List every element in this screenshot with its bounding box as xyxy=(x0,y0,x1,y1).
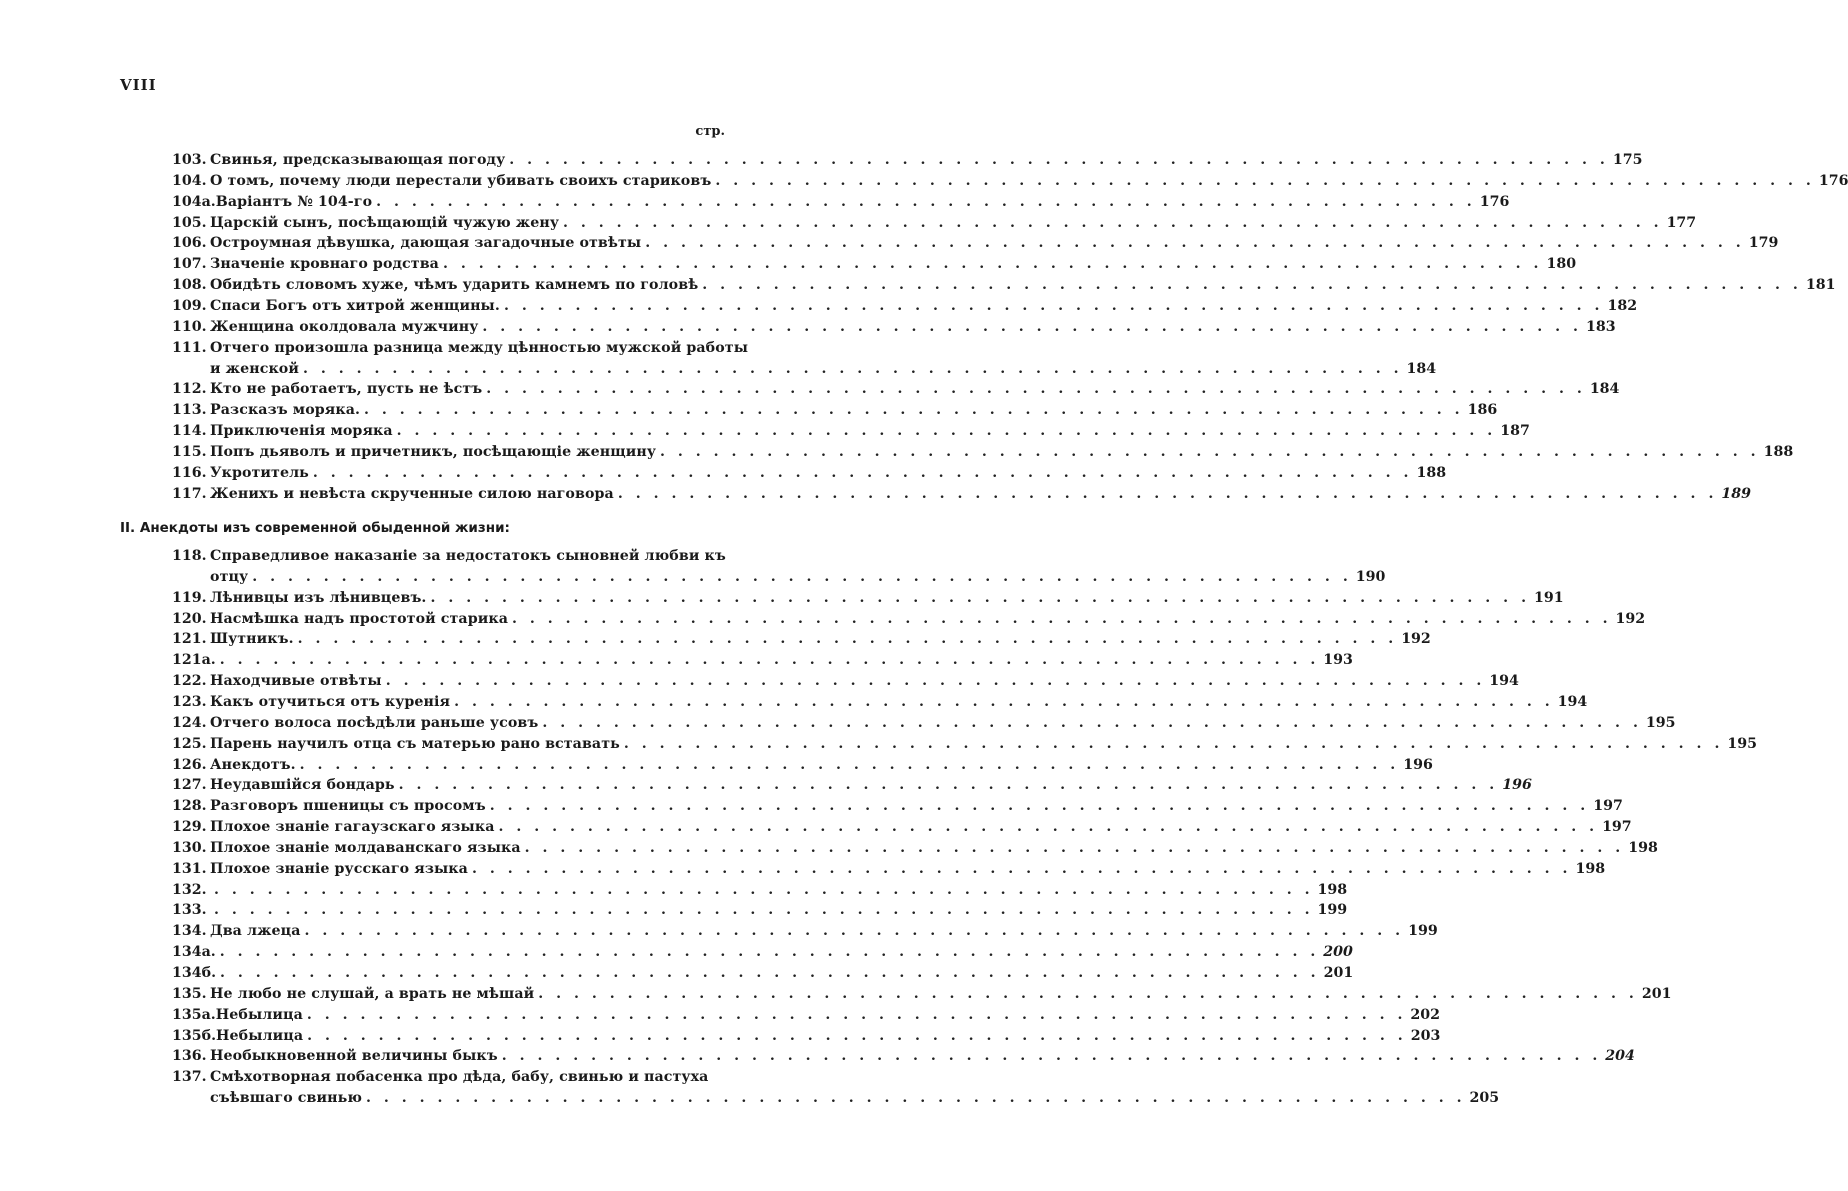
entry-page: 204 xyxy=(1605,1048,1635,1065)
entry-page: 198 xyxy=(1628,839,1658,856)
entry-number: 135. xyxy=(172,985,207,1002)
entry-number: 129. xyxy=(172,819,207,836)
entry-title: Значеніе кровнаго родства xyxy=(210,256,439,273)
entry-title: Какъ отучиться отъ куренія xyxy=(210,693,451,710)
entry-title: Парень научилъ отца съ матерью рано вставать xyxy=(210,735,620,752)
leader-dots xyxy=(502,1047,1602,1065)
toc-entry xyxy=(172,1064,718,1086)
leader-dots xyxy=(214,901,1314,919)
toc-entry xyxy=(172,168,1848,190)
entry-title: Разсказъ моряка. xyxy=(210,402,361,419)
leader-dots xyxy=(220,651,1320,669)
entry-number: 111. xyxy=(172,339,207,356)
entry-title: Шутникъ. xyxy=(210,631,294,648)
toc-entry xyxy=(172,585,1564,607)
toc-entry xyxy=(172,147,1643,169)
entry-title: Варіантъ № 104-го xyxy=(215,193,373,210)
leader-dots xyxy=(364,401,1464,419)
toc-entry xyxy=(172,981,1672,1003)
entry-page: 188 xyxy=(1763,443,1794,460)
toc-entry xyxy=(172,835,1658,857)
leader-dots xyxy=(509,151,1609,169)
entry-title: Неудавшійся бондарь xyxy=(210,777,395,794)
entry-title: Плохое знаніе русскаго языка xyxy=(210,860,468,877)
entry-page: 186 xyxy=(1467,402,1498,419)
entry-page: 205 xyxy=(1469,1090,1500,1107)
leader-dots xyxy=(645,234,1745,252)
entry-title: Лѣнивцы изъ лѣнивцевъ. xyxy=(210,589,427,606)
toc-entry xyxy=(172,189,1510,211)
leader-dots xyxy=(430,589,1530,607)
entry-number: 106. xyxy=(172,235,207,252)
entry-title: Спаси Богъ отъ хитрой женщины. xyxy=(210,297,500,314)
toc-entry xyxy=(172,710,1676,732)
entry-page: 201 xyxy=(1323,965,1354,981)
entry-page: 202 xyxy=(1410,1006,1441,1023)
entry-page: 191 xyxy=(1534,589,1564,606)
entry-title: Попъ дьяволъ и причетникъ, посѣщающіе женщину xyxy=(210,443,657,460)
leader-dots xyxy=(300,756,1400,774)
toc-entry xyxy=(172,251,1577,273)
entry-number: 122. xyxy=(172,673,207,690)
entry-page: 197 xyxy=(1593,798,1623,815)
leader-dots xyxy=(386,672,1486,690)
entry-number: 121. xyxy=(172,631,207,648)
leader-dots xyxy=(538,985,1638,1003)
entry-title: Насмѣшка надъ простотой старика xyxy=(210,610,508,627)
leader-dots xyxy=(399,776,1499,794)
leader-dots xyxy=(214,881,1314,899)
leader-dots xyxy=(443,255,1543,273)
entry-page: 196 xyxy=(1502,777,1532,794)
entry-page: 199 xyxy=(1317,902,1348,919)
entry-page: 182 xyxy=(1607,297,1638,314)
entry-page: 201 xyxy=(1641,985,1672,1002)
entry-title: Небылица xyxy=(215,1006,303,1023)
entry-number: 119. xyxy=(172,589,207,606)
entry-number: 123. xyxy=(172,693,207,710)
entry-page: 183 xyxy=(1585,318,1616,335)
toc-entry xyxy=(172,335,749,357)
entry-page: 198 xyxy=(1317,881,1348,898)
leader-dots xyxy=(702,276,1802,294)
toc-entry xyxy=(172,314,1616,336)
entry-number: 104. xyxy=(172,172,207,189)
entry-page: 196 xyxy=(1403,756,1433,773)
leader-dots xyxy=(618,485,1718,503)
entry-title-continuation: и женской xyxy=(210,360,299,377)
entry-number: 114. xyxy=(172,423,207,440)
toc-entry xyxy=(172,210,1697,232)
toc-entry xyxy=(172,752,1433,774)
entry-page: 199 xyxy=(1408,923,1438,940)
leader-dots xyxy=(660,443,1760,461)
entry-page: 194 xyxy=(1489,673,1519,690)
entry-page: 180 xyxy=(1546,256,1577,273)
toc-entry xyxy=(172,293,1638,315)
leader-dots xyxy=(512,610,1612,628)
toc-entry xyxy=(172,1002,1441,1024)
toc-entry xyxy=(172,960,1354,982)
toc-entry xyxy=(172,856,1606,878)
entry-number: 127. xyxy=(172,777,207,794)
entry-number: 125. xyxy=(172,735,207,752)
entry-page: 195 xyxy=(1645,714,1676,731)
entry-number: 134. xyxy=(172,923,207,940)
entry-number: 112. xyxy=(172,381,207,398)
toc-entry xyxy=(172,418,1530,440)
entry-number: 134б. xyxy=(172,965,217,981)
entry-number: 137. xyxy=(172,1069,207,1086)
entry-title: Небылица xyxy=(216,1027,304,1044)
entry-page: 176 xyxy=(1818,172,1848,189)
entry-page: 192 xyxy=(1615,610,1646,627)
entry-number: 103. xyxy=(172,152,207,168)
entry-number: 121а. xyxy=(172,652,216,669)
entry-number: 113. xyxy=(172,402,207,419)
entry-page: 188 xyxy=(1416,464,1447,481)
toc-entry-continuation xyxy=(210,1085,1500,1107)
entry-title: Смѣхотворная побасенка про дѣда, бабу, свинью и пастуха xyxy=(210,1069,709,1086)
leader-dots xyxy=(542,714,1642,732)
entry-title: Свинья, предсказывающая погоду xyxy=(210,152,506,168)
entry-title: Анекдотъ. xyxy=(210,756,296,773)
entry-number: 105. xyxy=(172,214,207,231)
entry-number: 133. xyxy=(172,902,207,919)
leader-dots xyxy=(313,464,1413,482)
entry-number: 136. xyxy=(172,1048,207,1065)
entry-number: 130. xyxy=(172,839,207,856)
toc-entry-continuation xyxy=(210,564,1386,586)
entry-title: Женщина околдовала мужчину xyxy=(210,318,479,335)
entry-number: 135б. xyxy=(172,1027,217,1044)
leader-dots xyxy=(298,630,1398,648)
entry-page: 187 xyxy=(1500,423,1530,440)
toc-entry xyxy=(172,877,1348,899)
leader-dots xyxy=(307,1006,1407,1024)
leader-dots xyxy=(525,839,1625,857)
entry-title: Необыкновенной величины быкъ xyxy=(210,1048,498,1065)
toc-entry xyxy=(172,626,1431,648)
entry-page: 184 xyxy=(1589,381,1620,398)
toc-entry xyxy=(172,397,1498,419)
entry-title: Отчего волоса посѣдѣли раньше усовъ xyxy=(210,714,539,731)
leader-dots xyxy=(499,818,1599,836)
entry-page: 177 xyxy=(1666,214,1697,231)
leader-dots xyxy=(397,422,1497,440)
entry-page: 194 xyxy=(1557,693,1588,710)
entry-number: 110. xyxy=(172,318,207,335)
entry-page: 175 xyxy=(1612,152,1643,168)
leader-dots xyxy=(305,922,1405,940)
entry-page: 189 xyxy=(1721,485,1752,502)
entry-number: 126. xyxy=(172,756,207,773)
entry-title: Царскій сынъ, посѣщающій чужую жену xyxy=(210,214,560,231)
toc-entry xyxy=(172,814,1632,836)
entry-number: 108. xyxy=(172,277,207,294)
entry-title: Укротитель xyxy=(210,464,309,481)
entry-title-continuation: съѣвшаго свинью xyxy=(210,1090,362,1107)
toc-entry xyxy=(172,439,1794,461)
entry-number: 109. xyxy=(172,297,207,314)
leader-dots xyxy=(252,568,1352,586)
section-heading: II. Анекдоты изъ современной обыденной жизни: xyxy=(120,520,510,536)
toc-entry xyxy=(172,668,1519,690)
entry-number: 118. xyxy=(172,548,207,564)
leader-dots xyxy=(307,1027,1407,1045)
entry-number: 135а. xyxy=(172,1006,216,1023)
toc-entry xyxy=(172,1043,1635,1065)
entry-title: Справедливое наказаніе за недостатокъ сыновней любви къ xyxy=(210,548,726,564)
leader-dots xyxy=(715,172,1815,190)
entry-number: 120. xyxy=(172,610,207,627)
leader-dots xyxy=(486,380,1586,398)
toc-entry xyxy=(172,689,1588,711)
entry-page: 197 xyxy=(1602,819,1632,836)
entry-number: 107. xyxy=(172,256,207,273)
leader-dots xyxy=(454,693,1554,711)
toc-entry xyxy=(172,460,1447,482)
entry-page: 184 xyxy=(1406,360,1437,377)
entry-page: 190 xyxy=(1355,568,1386,585)
page-number: VIII xyxy=(120,76,157,94)
entry-page: 192 xyxy=(1401,631,1431,648)
entry-page: 200 xyxy=(1323,944,1353,961)
entry-number: 132. xyxy=(172,881,207,898)
entry-title: Не любо не слушай, а врать не мѣшай xyxy=(210,985,535,1002)
toc-entry xyxy=(172,230,1779,252)
entry-page: 193 xyxy=(1323,652,1353,669)
leader-dots xyxy=(366,1089,1466,1107)
entry-title: Остроумная дѣвушка, дающая загадочные отвѣты xyxy=(210,235,642,252)
toc-entry xyxy=(172,606,1646,628)
toc-entry xyxy=(172,481,1752,503)
entry-number: 128. xyxy=(172,798,207,815)
entry-title: Находчивые отвѣты xyxy=(210,673,382,690)
entry-page: 203 xyxy=(1410,1027,1441,1044)
entry-title: Приключенія моряка xyxy=(210,423,393,440)
entry-page: 195 xyxy=(1727,735,1758,752)
toc-entry xyxy=(172,772,1532,794)
entry-number: 124. xyxy=(172,714,207,731)
toc-entry xyxy=(172,1023,1441,1045)
entry-title: Кто не работаетъ, пусть не ѣстъ xyxy=(210,381,483,398)
leader-dots xyxy=(220,964,1320,982)
leader-dots xyxy=(504,297,1604,315)
entry-title: Разговоръ пшеницы съ просомъ xyxy=(210,798,486,815)
leader-dots xyxy=(376,193,1476,211)
entry-number: 131. xyxy=(172,860,207,877)
entry-title: Отчего произошла разница между цѣнностью мужской работы xyxy=(210,339,749,356)
toc-entry xyxy=(172,731,1758,753)
entry-page: 176 xyxy=(1479,193,1510,210)
entry-number: 116. xyxy=(172,464,207,481)
toc-entry-continuation xyxy=(210,356,1437,378)
entry-number: 115. xyxy=(172,443,207,460)
leader-dots xyxy=(490,797,1590,815)
leader-dots xyxy=(563,214,1663,232)
leader-dots xyxy=(220,943,1320,961)
page-column-label: стр. xyxy=(695,124,725,139)
entry-title-continuation: отцу xyxy=(210,568,249,585)
toc-entry xyxy=(172,376,1620,398)
leader-dots xyxy=(482,318,1582,336)
entry-page: 179 xyxy=(1748,235,1779,252)
entry-title: Два лжеца xyxy=(210,923,301,940)
toc-entry xyxy=(172,543,726,565)
toc-entry xyxy=(172,272,1836,294)
entry-number: 134а. xyxy=(172,944,216,961)
entry-title: Обидѣть словомъ хуже, чѣмъ ударить камнемъ по головѣ xyxy=(210,277,699,294)
leader-dots xyxy=(303,360,1403,378)
entry-number: 104а. xyxy=(172,193,216,210)
toc-entry xyxy=(172,939,1353,961)
leader-dots xyxy=(472,860,1572,878)
entry-number: 117. xyxy=(172,485,207,502)
toc-entry xyxy=(172,647,1353,669)
leader-dots xyxy=(624,735,1724,753)
toc-entry xyxy=(172,897,1348,919)
entry-page: 198 xyxy=(1575,860,1606,877)
toc-entry xyxy=(172,918,1438,940)
entry-title: Плохое знаніе гагаузскаго языка xyxy=(210,819,495,836)
entry-title: Плохое знаніе молдаванскаго языка xyxy=(210,839,521,856)
entry-title: О томъ, почему люди перестали убивать своихъ стариковъ xyxy=(210,172,712,189)
toc-entry xyxy=(172,793,1623,815)
entry-page: 181 xyxy=(1805,277,1836,294)
entry-title: Женихъ и невѣста скрученные силою наговора xyxy=(210,485,614,502)
